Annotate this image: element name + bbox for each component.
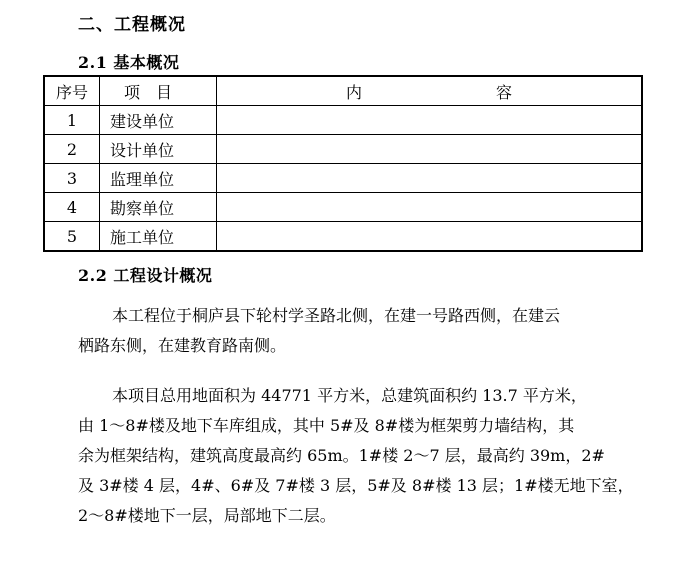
subsection-title-basic: 2.1 基本概况 <box>78 53 180 72</box>
row-no: 5 <box>44 222 100 252</box>
paragraph-line: 栖路东侧，在建教育路南侧。 <box>78 336 287 355</box>
row-no: 4 <box>44 193 100 222</box>
paragraph-line: 本项目总用地面积为 44771 平方米，总建筑面积约 13.7 平方米， <box>112 386 587 405</box>
table-row <box>44 135 642 164</box>
row-content <box>217 164 643 193</box>
header-no: 序号 <box>44 76 100 106</box>
row-content <box>217 106 643 135</box>
table-row <box>44 106 642 135</box>
paragraph-line: 及 3#楼 4 层，4#、6#及 7#楼 3 层，5#及 8#楼 13 层；1#楼无地下室， <box>78 476 634 495</box>
row-content <box>217 135 643 164</box>
row-no: 2 <box>44 135 100 164</box>
row-content <box>217 193 643 222</box>
basic-info-table <box>43 75 643 252</box>
row-item: 监理单位 <box>100 164 217 193</box>
subsection-title-design: 2.2 工程设计概况 <box>78 266 213 285</box>
row-item: 勘察单位 <box>100 193 217 222</box>
paragraph-line: 2～8#楼地下一层，局部地下二层。 <box>78 506 336 525</box>
table-header-row <box>44 76 642 106</box>
section-title: 二、工程概况 <box>78 15 186 35</box>
table-row <box>44 222 642 252</box>
header-content-right: 容 <box>495 82 512 102</box>
table-row <box>44 164 642 193</box>
row-item: 设计单位 <box>100 135 217 164</box>
row-item: 建设单位 <box>100 106 217 135</box>
table-row <box>44 193 642 222</box>
header-content-left: 内 <box>345 82 362 102</box>
row-no: 3 <box>44 164 100 193</box>
header-content <box>217 76 643 106</box>
paragraph-line: 本工程位于桐庐县下轮村学圣路北侧，在建一号路西侧，在建云 <box>112 306 561 325</box>
row-content <box>217 222 643 252</box>
paragraph-scale <box>78 381 634 531</box>
paragraph-line: 由 1～8#楼及地下车库组成，其中 5#及 8#楼为框架剪力墙结构，其 <box>78 416 575 435</box>
header-item: 项目 <box>100 76 217 106</box>
paragraph-line: 余为框架结构，建筑高度最高约 65m。1#楼 2～7 层，最高约 39m，2# <box>78 446 605 465</box>
paragraph-location <box>78 301 618 361</box>
row-no: 1 <box>44 106 100 135</box>
row-item: 施工单位 <box>100 222 217 252</box>
